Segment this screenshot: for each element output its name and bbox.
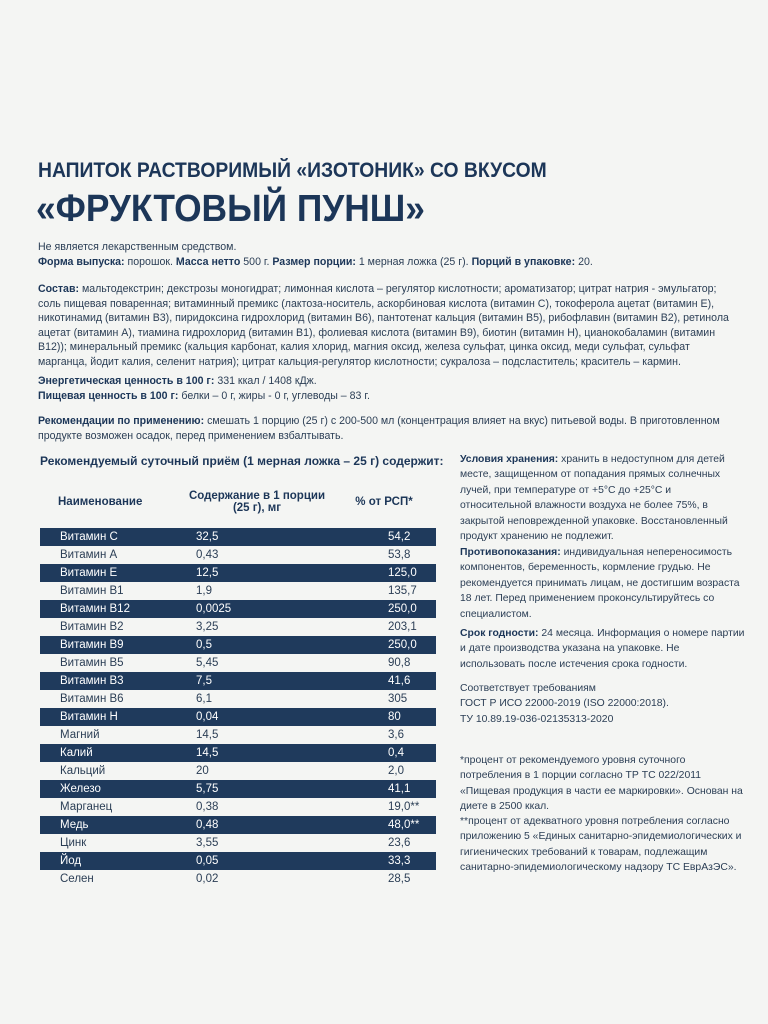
energy-line bbox=[38, 374, 738, 389]
cell-name: Витамин В5 bbox=[60, 657, 124, 669]
column-header-amount: Содержание в 1 порции (25 г), мг bbox=[188, 490, 326, 514]
table-row bbox=[40, 870, 436, 888]
cell-percent: 23,6 bbox=[388, 837, 411, 849]
shelf-life-label: Срок годности: bbox=[460, 628, 539, 639]
cell-amount: 5,45 bbox=[196, 657, 219, 669]
cell-percent: 305 bbox=[388, 693, 408, 705]
cell-amount: 0,04 bbox=[182, 708, 332, 726]
energy-value: 331 ккал / 1408 кДж. bbox=[217, 375, 317, 387]
nutrition-line bbox=[38, 389, 738, 404]
portion-value: 1 мерная ложка (25 г). bbox=[358, 255, 469, 268]
cell-percent: 54,2 bbox=[332, 528, 436, 546]
cell-name: Витамин Н bbox=[40, 708, 182, 726]
energy-label: Энергетическая ценность в 100 г: bbox=[38, 375, 215, 387]
shelf-life bbox=[460, 626, 745, 672]
cell-amount: 0,02 bbox=[196, 873, 219, 885]
cell-amount: 0,0025 bbox=[182, 600, 332, 618]
cell-name: Витамин В3 bbox=[40, 672, 182, 690]
standards-line-1: Соответствует требованиям bbox=[460, 683, 596, 694]
cell-amount: 6,1 bbox=[196, 693, 212, 705]
cell-amount: 1,9 bbox=[196, 585, 212, 597]
cell-percent: 3,6 bbox=[388, 729, 404, 741]
table-row bbox=[40, 744, 436, 762]
recommendations-label: Рекомендации по применению: bbox=[38, 415, 205, 427]
cell-percent: 90,8 bbox=[388, 657, 411, 669]
form-line bbox=[38, 255, 738, 270]
cell-amount: 0,5 bbox=[182, 636, 332, 654]
table-row bbox=[40, 600, 436, 618]
table-row bbox=[40, 852, 436, 870]
cell-name: Йод bbox=[40, 852, 182, 870]
cell-amount: 3,55 bbox=[196, 837, 219, 849]
title-line-1: НАПИТОК РАСТВОРИМЫЙ «ИЗОТОНИК» СО ВКУСОМ bbox=[38, 159, 547, 182]
form-label: Форма выпуска: bbox=[38, 255, 125, 268]
energy-block bbox=[38, 374, 738, 403]
cell-amount: 20 bbox=[196, 765, 209, 777]
table-row bbox=[40, 582, 436, 600]
nutrition-value: белки – 0 г, жиры - 0 г, углеводы – 83 г. bbox=[181, 389, 370, 402]
cell-name: Витамин В6 bbox=[60, 693, 124, 705]
table-row bbox=[40, 636, 436, 654]
cell-amount: 0,38 bbox=[196, 801, 219, 813]
cell-percent: 53,8 bbox=[388, 549, 411, 561]
cell-name: Цинк bbox=[60, 837, 87, 849]
mass-label: Масса нетто bbox=[175, 255, 241, 268]
cell-name: Витамин Е bbox=[40, 564, 182, 582]
cell-percent: 203,1 bbox=[388, 621, 417, 633]
cell-amount: 0,48 bbox=[182, 816, 332, 834]
recommendations-text: смешать 1 порцию (25 г) с 200-500 мл (концентрация влияет на вкус) питьевой воды. В приготовленном продукте возможен осадок, перед применением взбалтывать. bbox=[38, 415, 720, 442]
cell-name: Марганец bbox=[60, 801, 113, 813]
cell-name: Железо bbox=[40, 780, 182, 798]
cell-amount: 14,5 bbox=[196, 729, 219, 741]
contraindications-label: Противопоказания: bbox=[460, 547, 561, 558]
cell-name: Магний bbox=[60, 729, 100, 741]
title-line-2: «ФРУКТОВЫЙ ПУНШ» bbox=[36, 188, 425, 230]
cell-name: Медь bbox=[40, 816, 182, 834]
column-header-name: Наименование bbox=[58, 496, 143, 508]
table-row bbox=[40, 762, 436, 780]
cell-amount: 7,5 bbox=[182, 672, 332, 690]
cell-amount: 3,25 bbox=[196, 621, 219, 633]
nutrition-label: Пищевая ценность в 100 г: bbox=[38, 389, 179, 402]
cell-amount: 32,5 bbox=[182, 528, 332, 546]
table-row bbox=[40, 708, 436, 726]
cell-percent: 2,0 bbox=[388, 765, 404, 777]
table-row bbox=[40, 654, 436, 672]
table-row bbox=[40, 780, 436, 798]
cell-percent: 250,0 bbox=[332, 600, 436, 618]
composition-text: мальтодекстрин; декстрозы моногидрат; лимонная кислота – регулятор кислотности; ароматизатор; цитрат натрия - эмульгатор; соль пищевая поваренная; витаминный премикс (лактоза-носитель, аскорбиновая кислота (витамин С), токоферола ацетат (витамин Е), никотинамид (витамин В3), пиридоксина гидрохлорид (витамин В6), пантотенат кальция (витамин В5), рибофлавин (витамин В2), ретинола ацетат (витамин А), тиамина гидрохлорид (витамин В1), фолиевая кислота (витамин В9), биотин (витамин Н), цианокобаламин (витамин В12)); минеральный премикс (кальция карбонат, калия хлорид, магния оксид, железа сульфат, цинка оксид, меди сульфат, сульфат марганца, йодит калия, селенит натрия); цитрат кальция-регулятор кислотности; сукралоза – подсластитель; краситель – кармин. bbox=[38, 283, 729, 368]
storage-text: хранить в недоступном для детей месте, защищенном от попадания прямых солнечных лучей, при температуре от +5°С до +25°С и относительной влажности воздуха не более 75%, в закрытой неповрежденной упаковке. Восстановленный продукт хранению не подлежит. bbox=[460, 454, 728, 543]
shelf-life-text: 24 месяца. Информация о номере партии и дате производства указана на упаковке. Не использовать после истечения срока годности. bbox=[460, 628, 745, 670]
cell-name: Витамин А bbox=[60, 549, 118, 561]
table-row bbox=[40, 798, 436, 816]
table-row bbox=[40, 618, 436, 636]
footnote-1: *процент от рекомендуемого уровня суточного потребления в 1 порции согласно ТР ТС 022/2011 «Пищевая продукция в части ее маркировки». Основан на диете в 2500 ккал. bbox=[460, 755, 743, 813]
cell-percent: 250,0 bbox=[332, 636, 436, 654]
cell-name: Кальций bbox=[60, 765, 106, 777]
cell-percent: 19,0** bbox=[388, 801, 420, 813]
count-value: 20. bbox=[578, 255, 593, 268]
table-row bbox=[40, 690, 436, 708]
table-row bbox=[40, 816, 436, 834]
table-row bbox=[40, 564, 436, 582]
standards bbox=[460, 681, 745, 727]
table-row bbox=[40, 834, 436, 852]
table-row bbox=[40, 528, 436, 546]
cell-percent: 125,0 bbox=[332, 564, 436, 582]
count-label: Порций в упаковке: bbox=[471, 255, 576, 268]
table-row bbox=[40, 546, 436, 564]
cell-percent: 48,0** bbox=[332, 816, 436, 834]
form-value: порошок. bbox=[127, 255, 173, 268]
column-header-percent: % от РСП* bbox=[355, 496, 413, 508]
cell-amount: 14,5 bbox=[182, 744, 332, 762]
table-row bbox=[40, 726, 436, 744]
cell-percent: 0,4 bbox=[332, 744, 436, 762]
cell-percent: 41,1 bbox=[332, 780, 436, 798]
portion-label: Размер порции: bbox=[272, 255, 356, 268]
cell-name: Витамин В2 bbox=[60, 621, 124, 633]
cell-percent: 33,3 bbox=[332, 852, 436, 870]
storage bbox=[460, 452, 745, 544]
cell-percent: 28,5 bbox=[388, 873, 411, 885]
cell-name: Витамин В12 bbox=[40, 600, 182, 618]
table-heading: Рекомендуемый суточный приём (1 мерная ложка – 25 г) содержит: bbox=[40, 454, 444, 468]
contraindications-text: индивидуальная непереносимость компонентов, беременность, кормление грудью. Не рекомендуется принимать лицам, не достигшим возраста 18 лет. Перед применением проконсультируйтесь со специалистом. bbox=[460, 547, 740, 620]
footnote-2: **процент от адекватного уровня потребления согласно приложению 5 «Единых санитарно-эпидемиологических и гигиенических требований к товарам, подлежащим санитарно-эпидемиологическому надзору ТС ЕврАзЭС». bbox=[460, 816, 742, 874]
cell-name: Селен bbox=[60, 873, 94, 885]
info-block bbox=[38, 240, 738, 269]
cell-amount: 12,5 bbox=[182, 564, 332, 582]
composition bbox=[38, 282, 738, 370]
cell-percent: 80 bbox=[332, 708, 436, 726]
mass-value: 500 г. bbox=[243, 255, 270, 268]
composition-label: Состав: bbox=[38, 283, 79, 295]
standards-line-3: ТУ 10.89.19-036-02135313-2020 bbox=[460, 713, 614, 725]
table-row bbox=[40, 672, 436, 690]
storage-label: Условия хранения: bbox=[460, 454, 559, 465]
table-header-row bbox=[40, 476, 436, 528]
cell-amount: 5,75 bbox=[182, 780, 332, 798]
cell-name: Витамин С bbox=[40, 528, 182, 546]
table-body bbox=[40, 528, 436, 888]
standards-line-2: ГОСТ Р ИСО 22000-2019 (ISO 22000:2018). bbox=[460, 698, 669, 710]
disclaimer: Не является лекарственным средством. bbox=[38, 241, 237, 253]
nutrition-table bbox=[40, 476, 436, 888]
cell-percent: 41,6 bbox=[332, 672, 436, 690]
cell-name: Калий bbox=[40, 744, 182, 762]
contraindications bbox=[460, 545, 745, 622]
cell-name: Витамин В9 bbox=[40, 636, 182, 654]
cell-amount: 0,43 bbox=[196, 549, 219, 561]
recommendations bbox=[38, 414, 738, 443]
cell-percent: 135,7 bbox=[388, 585, 417, 597]
cell-name: Витамин В1 bbox=[60, 585, 124, 597]
cell-amount: 0,05 bbox=[182, 852, 332, 870]
